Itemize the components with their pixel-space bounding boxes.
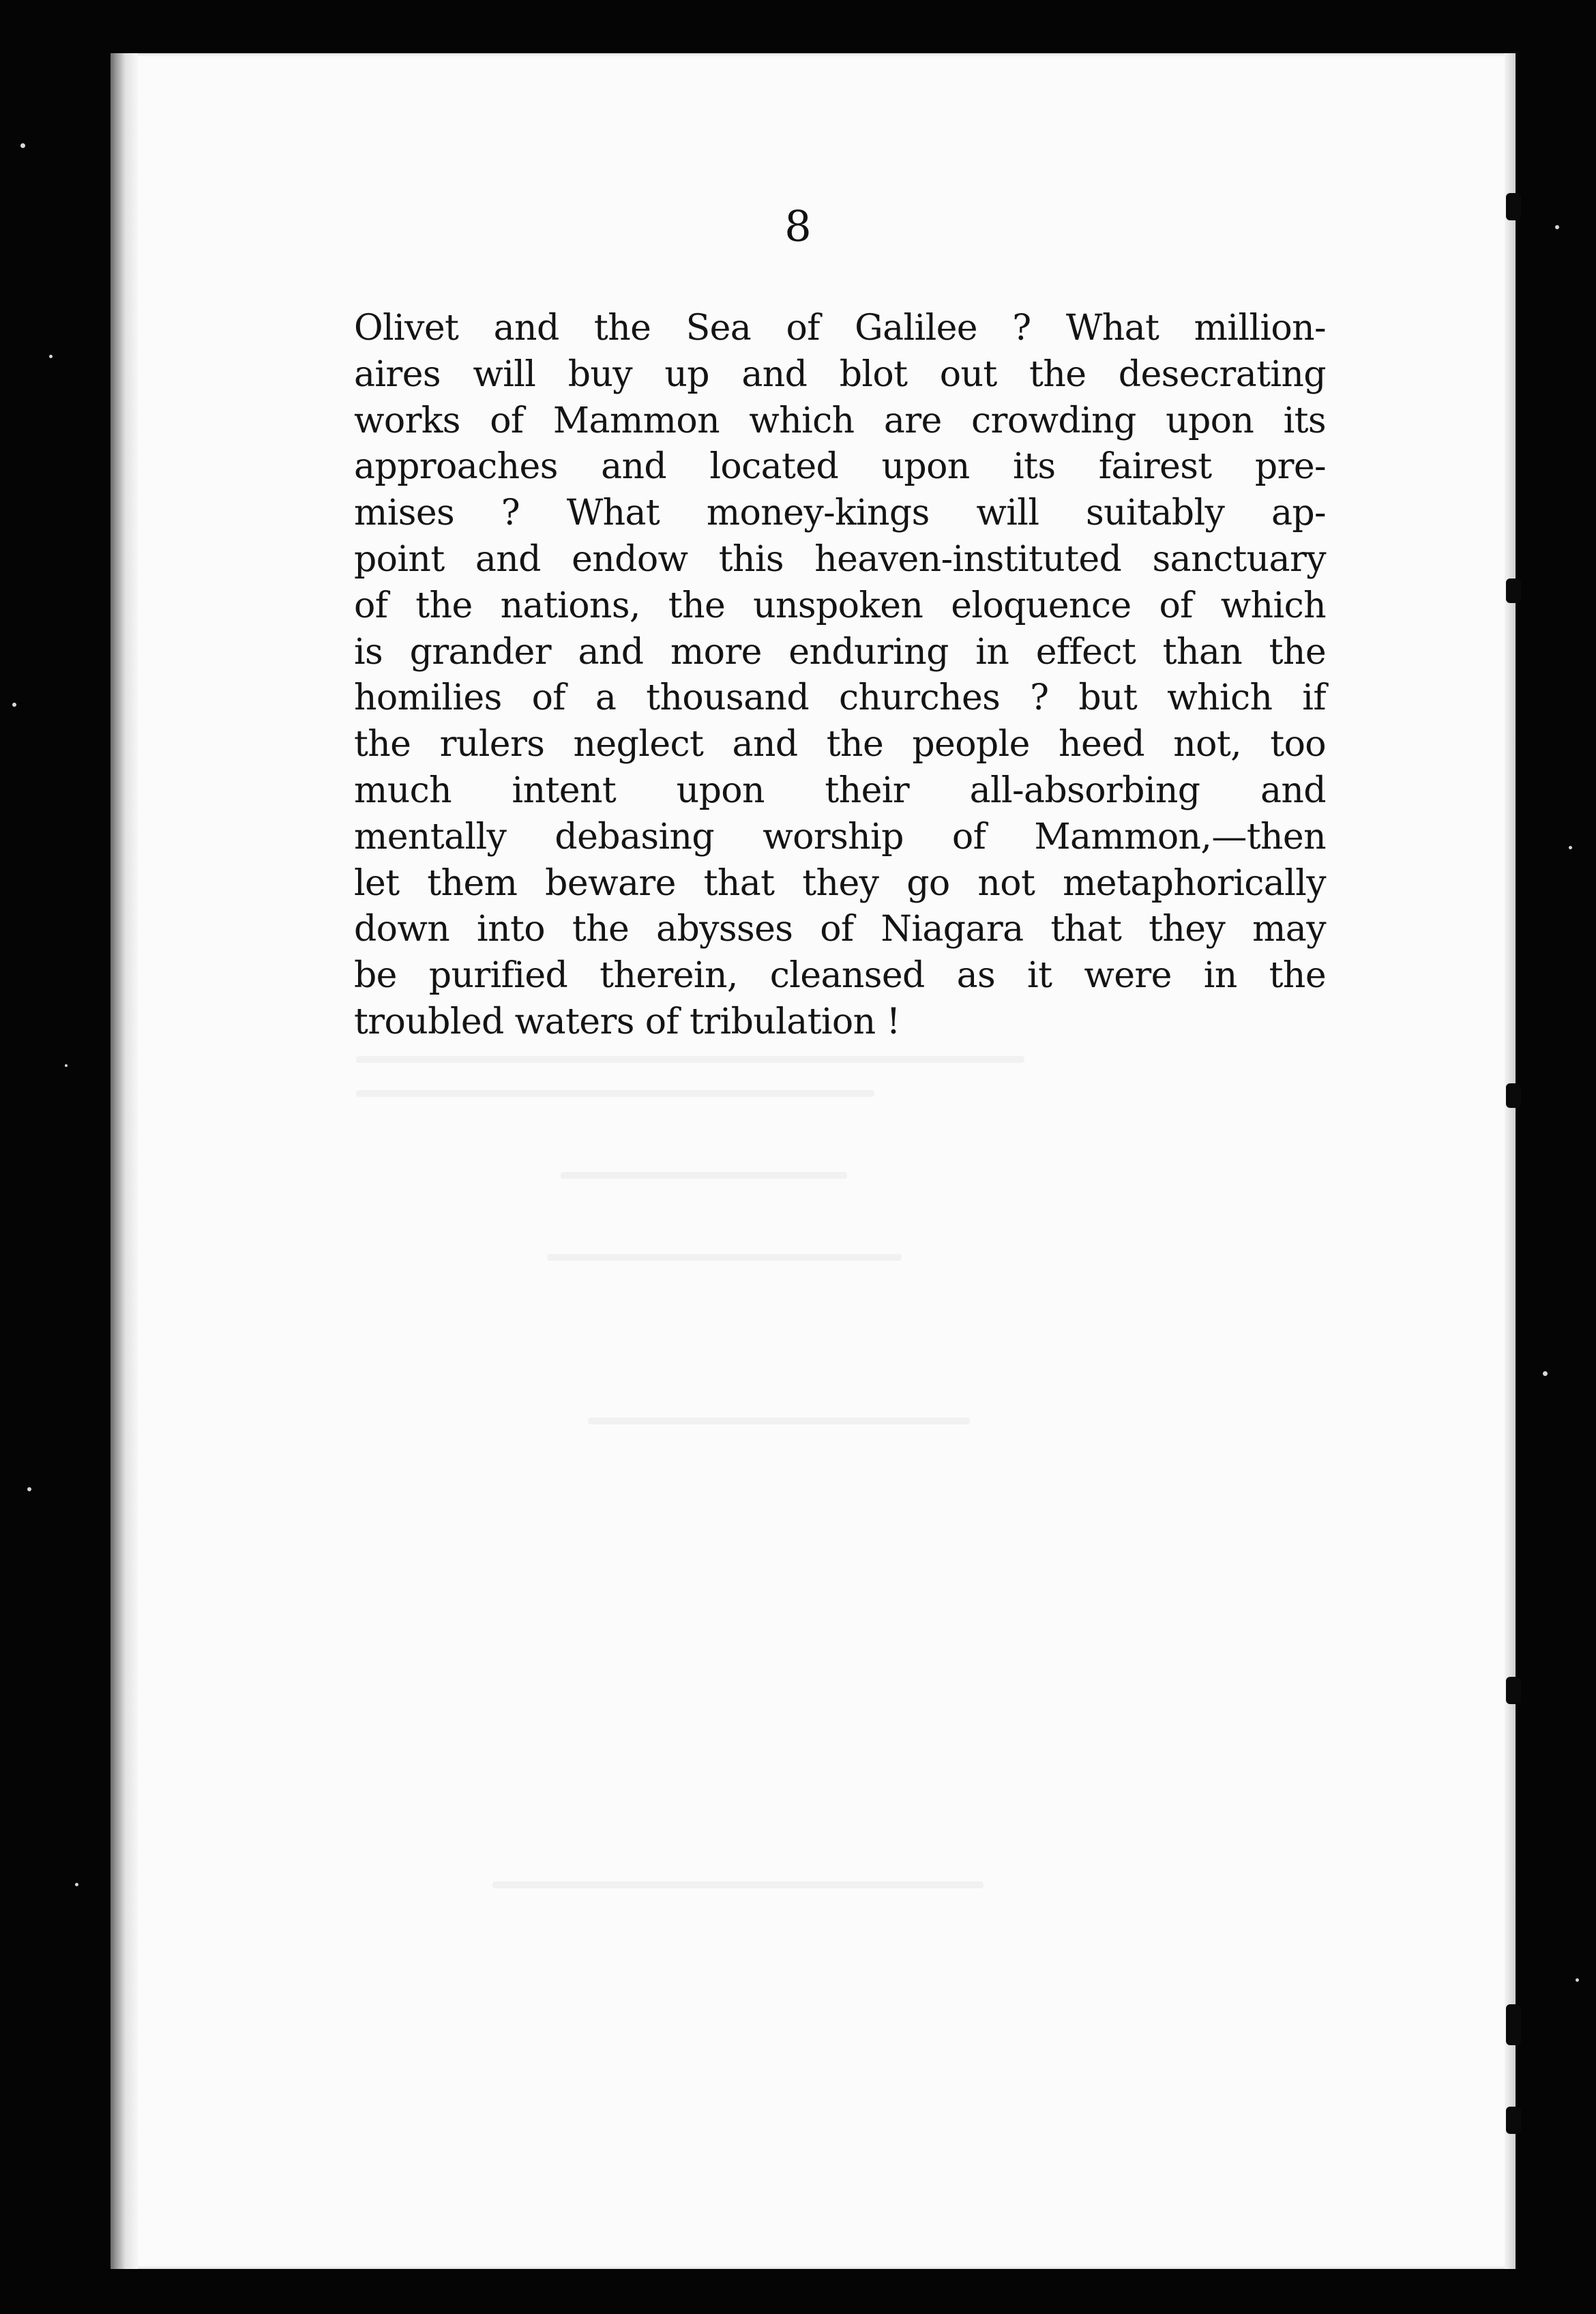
dust-speck	[20, 143, 25, 148]
text-line: aires will buy up and blot out the desecrating	[354, 353, 1326, 395]
text-line: is grander and more enduring in effect than the	[354, 631, 1326, 673]
text-line: much intent upon their all-absorbing and	[354, 770, 1326, 811]
text-line: troubled waters of tribulation !	[354, 1001, 900, 1042]
show-through	[561, 1172, 847, 1179]
binding-mark	[1506, 2004, 1521, 2045]
dust-speck	[1569, 846, 1572, 849]
binding-mark	[1506, 1677, 1521, 1704]
text-line: homilies of a thousand churches ? but which if	[354, 677, 1326, 719]
show-through	[356, 1056, 1024, 1063]
dust-speck	[12, 703, 16, 707]
text-line: point and endow this heaven-instituted sanctuary	[354, 538, 1326, 580]
binding-mark	[1506, 578, 1521, 603]
page-edge	[1505, 53, 1516, 2269]
dust-speck	[27, 1487, 31, 1491]
binding-mark	[1506, 1083, 1521, 1108]
dust-speck	[49, 355, 53, 358]
text-line: approaches and located upon its fairest pre-	[354, 446, 1326, 488]
show-through	[492, 1881, 984, 1888]
show-through	[547, 1254, 902, 1261]
text-line: down into the abysses of Niagara that they may	[354, 909, 1326, 950]
show-through	[588, 1418, 970, 1424]
dust-speck	[1543, 1371, 1548, 1376]
dust-speck	[1576, 1978, 1579, 1982]
body-paragraph	[354, 306, 1326, 1046]
text-line: works of Mammon which are crowding upon its	[354, 400, 1326, 441]
text-line: the rulers neglect and the people heed not, too	[354, 724, 1326, 765]
text-line: of the nations, the unspoken eloquence of which	[354, 585, 1326, 626]
text-line: be purified therein, cleansed as it were in the	[354, 955, 1326, 997]
text-line: Olivet and the Sea of Galilee ? What million-	[354, 308, 1326, 349]
text-line: mises ? What money-kings will suitably ap-	[354, 493, 1326, 534]
page-number: 8	[784, 201, 812, 251]
text-line: mentally debasing worship of Mammon,—then	[354, 816, 1326, 858]
show-through	[356, 1090, 874, 1097]
dust-speck	[75, 1883, 78, 1886]
dust-speck	[65, 1064, 68, 1067]
text-line: let them beware that they go not metaphorically	[354, 862, 1326, 904]
binding-mark	[1506, 2107, 1521, 2134]
page-gutter-shadow	[110, 53, 138, 2269]
